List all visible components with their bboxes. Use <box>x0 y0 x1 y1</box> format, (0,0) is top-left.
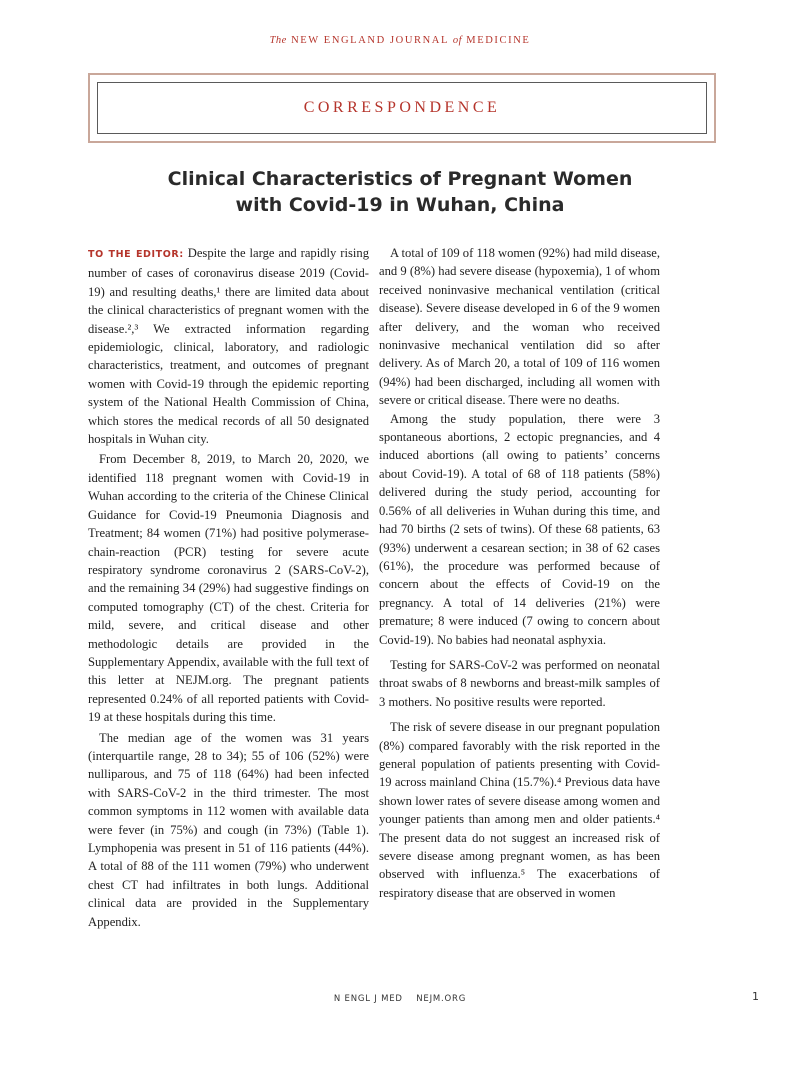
lead-label: TO THE EDITOR: <box>88 249 184 260</box>
journal-of: of <box>452 35 463 46</box>
section-banner <box>88 73 716 143</box>
paragraph <box>88 244 369 448</box>
journal-suffix: MEDICINE <box>466 35 531 46</box>
paragraph: A total of 109 of 118 women (92%) had mild disease, and 9 (8%) had severe disease (hypoxemia), 1 of whom received noninvasive mechanical ventilation (critical disease). Severe disease developed in 6 of the 9 women after delivery, and the woman who received noninvasive mechanical ventilation did so after delivery. As of March 20, a total of 109 of 116 women (94%) had been discharged, including all women with severe or critical disease. There were no deaths. <box>379 246 660 408</box>
journal-prefix: The <box>269 35 287 46</box>
footer-journal-abbrev: N ENGL J MED <box>333 994 403 1004</box>
paragraph: The median age of the women was 31 years (interquartile range, 28 to 34); 55 of 106 (52%) were nulliparous, and 75 of 118 (64%) had been infected with SARS-CoV-2 in the third trimester. The most common symptoms in 112 women with available data were fever (in 75%) and cough (in 73%) (Table 1). Lymphopenia was present in 51 of 116 patients (44%). A total of 88 of the 111 women (79%) who underwent chest CT had infiltrates in both lungs. Additional clinical data are provided in the Supplementary Appendix. <box>88 730 369 929</box>
article-title <box>100 166 700 218</box>
page-number: 1 <box>752 990 759 1003</box>
page-footer <box>0 994 800 1004</box>
paragraph: The risk of severe disease in our pregnant population (8%) compared favorably with the risk reported in the general population of patients presenting with Covid-19 across mainland China (15.7%).⁴ Previous data have shown lower rates of severe disease among women and younger patients than among men and older patients.⁴ The present data do not suggest an increased risk of severe disease among pregnant women, as has been observed with influenza.⁵ The exacerbations of respiratory disease that are observed in women <box>379 720 660 900</box>
left-column <box>88 244 369 931</box>
journal-header <box>0 35 800 46</box>
section-banner-inner <box>97 82 707 134</box>
paragraph: From December 8, 2019, to March 20, 2020, we identified 118 pregnant women with Covid-19 in Wuhan according to the criteria of the Chinese Clinical Guidance for Covid-19 Pneumonia Diagnosis and Treatment; 84 women (71%) had positive polymerase-chain-reaction (PCR) testing for severe acute respiratory syndrome coronavirus 2 (SARS-CoV-2), and the remaining 34 (29%) had suggestive findings on computed tomography (CT) of the chest. Criteria for mild, severe, and critical disease and other methodologic details are provided in the Supplementary Appendix, available with the full text of this letter at NEJM.org. The pregnant patients represented 0.24% of all reported patients with Covid-19 at these hospitals during this time. <box>88 452 369 725</box>
paragraph: Among the study population, there were 3 spontaneous abortions, 2 ectopic pregnancies, and 4 induced abortions (all owing to patients’ concerns about Covid-19). A total of 68 of 118 patients (58%) delivered during the study period, accounting for 0.56% of all deliveries in Wuhan during this time, and had 70 births (2 sets of twins). Of these 68 patients, 63 (93%) underwent a cesarean section; in 38 of 62 cases (61%), the procedure was performed because of concern about the effects of Covid-19 on the pregnancy. A total of 14 deliveries (21%) were premature; 8 were induced (7 owing to concern about Covid-19). No babies had neonatal asphyxia. <box>379 411 660 647</box>
right-column <box>379 244 660 902</box>
article-title-line-1: Clinical Characteristics of Pregnant Women <box>167 168 633 190</box>
journal-name: NEW ENGLAND JOURNAL <box>291 35 449 46</box>
section-label: CORRESPONDENCE <box>303 99 501 116</box>
article-title-line-2: with Covid-19 in Wuhan, China <box>235 194 565 216</box>
paragraph: Testing for SARS-CoV-2 was performed on neonatal throat swabs of 8 newborns and breast-milk samples of 3 mothers. No positive results were reported. <box>379 657 660 709</box>
footer-site: NEJM.ORG <box>416 994 467 1004</box>
paragraph-text: Despite the large and rapidly rising number of cases of coronavirus disease 2019 (Covid-19) and resulting deaths,¹ there are limited data about the clinical characteristics of pregnant women with the disease.²,³ We extracted information regarding epidemiologic, clinical, laboratory, and radiologic characteristics, treatment, and outcomes of pregnant women with Covid-19 through the epidemic reporting system of the National Health Commission of China, which stores the medical records of all 50 designated hospitals in Wuhan city. <box>88 246 369 447</box>
